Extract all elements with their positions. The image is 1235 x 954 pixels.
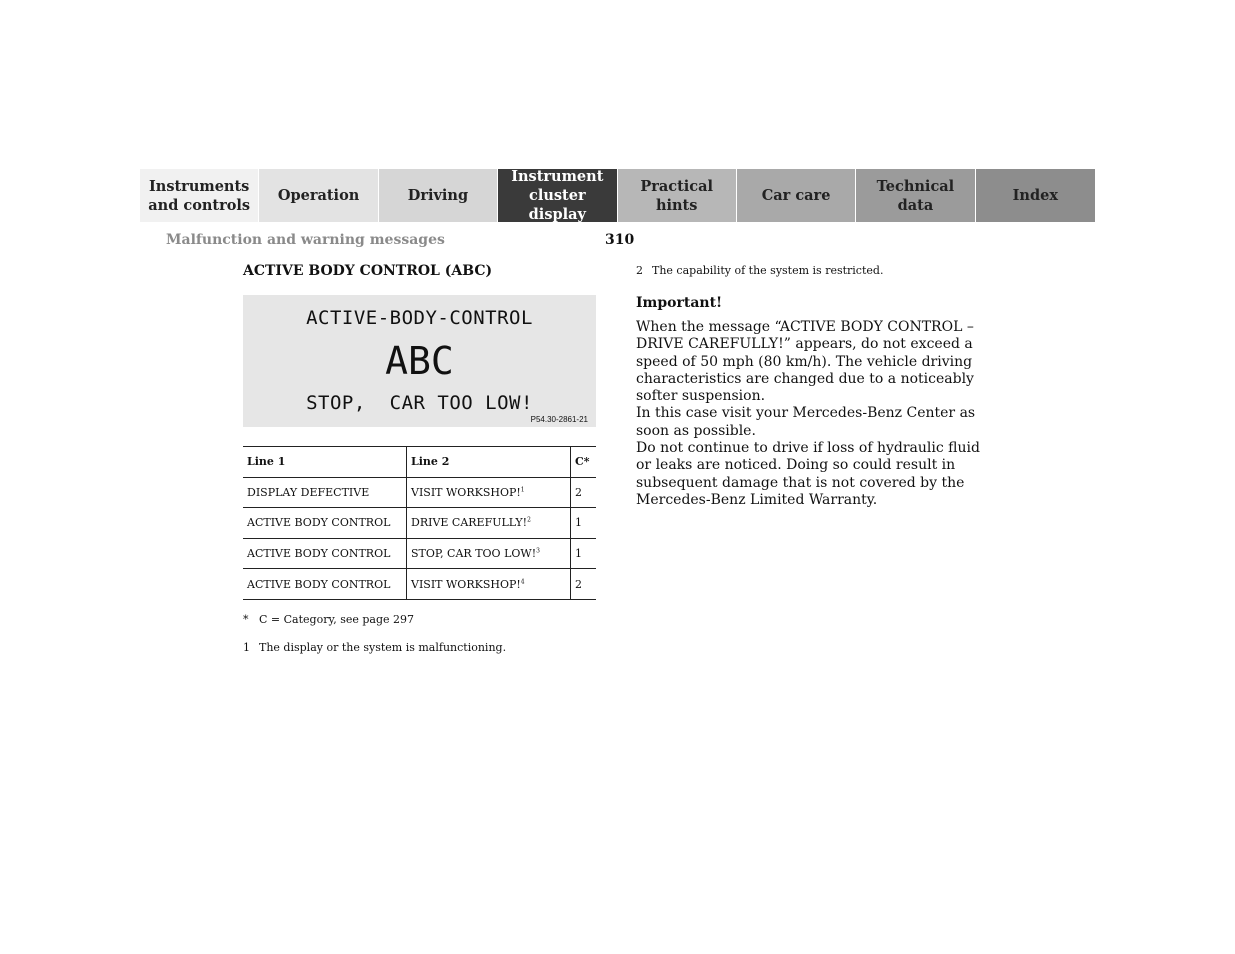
important-body bbox=[636, 319, 998, 509]
cell-line2-text: VISIT WORKSHOP! bbox=[411, 577, 521, 591]
footnote-marker: * bbox=[243, 613, 249, 626]
cell-line2-text: DRIVE CAREFULLY! bbox=[411, 516, 528, 530]
tab-label: Operation bbox=[277, 187, 360, 204]
cell-line2 bbox=[407, 538, 571, 569]
important-paragraph: When the message “ACTIVE BODY CONTROL – DRIVE CAREFULLY!” appears, do not exceed a speed of 50 mph (80 km/h). The vehicle driving characteristics are changed due to a noticeably softer suspension. bbox=[636, 319, 974, 405]
table-row bbox=[243, 538, 596, 569]
display-line-2: ABC bbox=[385, 339, 454, 383]
display-line-3: STOP, CAR TOO LOW! bbox=[306, 392, 533, 414]
page-number: 310 bbox=[605, 232, 635, 248]
cell-line1: DISPLAY DEFECTIVE bbox=[243, 477, 407, 508]
footnote-text: C = Category, see page 297 bbox=[259, 613, 415, 626]
chapter-nav bbox=[140, 169, 1095, 222]
footnote-ref: 3 bbox=[536, 547, 540, 555]
footnote-ref: 4 bbox=[520, 578, 525, 586]
tab-label: Instruments and controls bbox=[148, 177, 251, 214]
cell-line1: ACTIVE BODY CONTROL bbox=[243, 538, 407, 569]
cell-category: 1 bbox=[571, 538, 597, 569]
column-header-line1: Line 1 bbox=[243, 447, 407, 478]
table-row bbox=[243, 508, 596, 539]
tab-car-care[interactable] bbox=[737, 169, 856, 222]
table-header-row bbox=[243, 447, 596, 478]
tab-label: Car care bbox=[761, 187, 831, 204]
footnote-1 bbox=[243, 641, 506, 654]
cell-category: 2 bbox=[571, 477, 597, 508]
message-table bbox=[243, 446, 596, 600]
display-line-1: ACTIVE-BODY-CONTROL bbox=[306, 307, 533, 329]
tab-label: Index bbox=[1012, 187, 1058, 204]
column-header-category: C* bbox=[571, 447, 597, 478]
important-paragraph: Do not continue to drive if loss of hydraulic fluid or leaks are noticed. Doing so could result in subsequent damage that is not covered by the Mercedes-Benz Limited Warranty. bbox=[636, 440, 980, 508]
tab-instruments-and-controls[interactable] bbox=[140, 169, 259, 222]
cell-line1: ACTIVE BODY CONTROL bbox=[243, 569, 407, 600]
cell-category: 1 bbox=[571, 508, 597, 539]
tab-instrument-cluster-display[interactable] bbox=[498, 169, 617, 222]
tab-label: Instrument cluster display bbox=[511, 168, 604, 223]
footnote-text: The capability of the system is restricted. bbox=[652, 264, 884, 277]
cluster-display-figure bbox=[243, 295, 596, 427]
tab-label: Practical hints bbox=[640, 177, 714, 214]
tab-label: Technical data bbox=[876, 177, 955, 214]
tab-label: Driving bbox=[407, 187, 469, 204]
footnote-ref: 1 bbox=[520, 486, 525, 494]
tab-practical-hints[interactable] bbox=[618, 169, 737, 222]
footnote-text: The display or the system is malfunctioning. bbox=[259, 641, 507, 654]
important-paragraph: In this case visit your Mercedes-Benz Center as soon as possible. bbox=[636, 405, 976, 439]
table-row bbox=[243, 477, 596, 508]
tab-operation[interactable] bbox=[259, 169, 378, 222]
footnote-marker: 2 bbox=[636, 264, 643, 277]
footnote-category bbox=[243, 613, 414, 626]
section-heading: ACTIVE BODY CONTROL (ABC) bbox=[243, 263, 493, 279]
tab-driving[interactable] bbox=[379, 169, 498, 222]
cell-line2-text: VISIT WORKSHOP! bbox=[411, 485, 521, 499]
footnote-ref: 2 bbox=[527, 516, 531, 524]
table-row bbox=[243, 569, 596, 600]
figure-code: P54.30-2861-21 bbox=[530, 415, 588, 424]
tab-index[interactable] bbox=[976, 169, 1095, 222]
cell-line1: ACTIVE BODY CONTROL bbox=[243, 508, 407, 539]
cell-line2 bbox=[407, 508, 571, 539]
cell-category: 2 bbox=[571, 569, 597, 600]
cell-line2 bbox=[407, 477, 571, 508]
column-header-line2: Line 2 bbox=[407, 447, 571, 478]
important-title: Important! bbox=[636, 295, 723, 311]
cell-line2-text: STOP, CAR TOO LOW! bbox=[411, 547, 537, 561]
section-title: Malfunction and warning messages bbox=[166, 232, 445, 248]
footnote-marker: 1 bbox=[243, 641, 250, 654]
footnote-2 bbox=[636, 264, 883, 277]
cell-line2 bbox=[407, 569, 571, 600]
tab-technical-data[interactable] bbox=[856, 169, 975, 222]
